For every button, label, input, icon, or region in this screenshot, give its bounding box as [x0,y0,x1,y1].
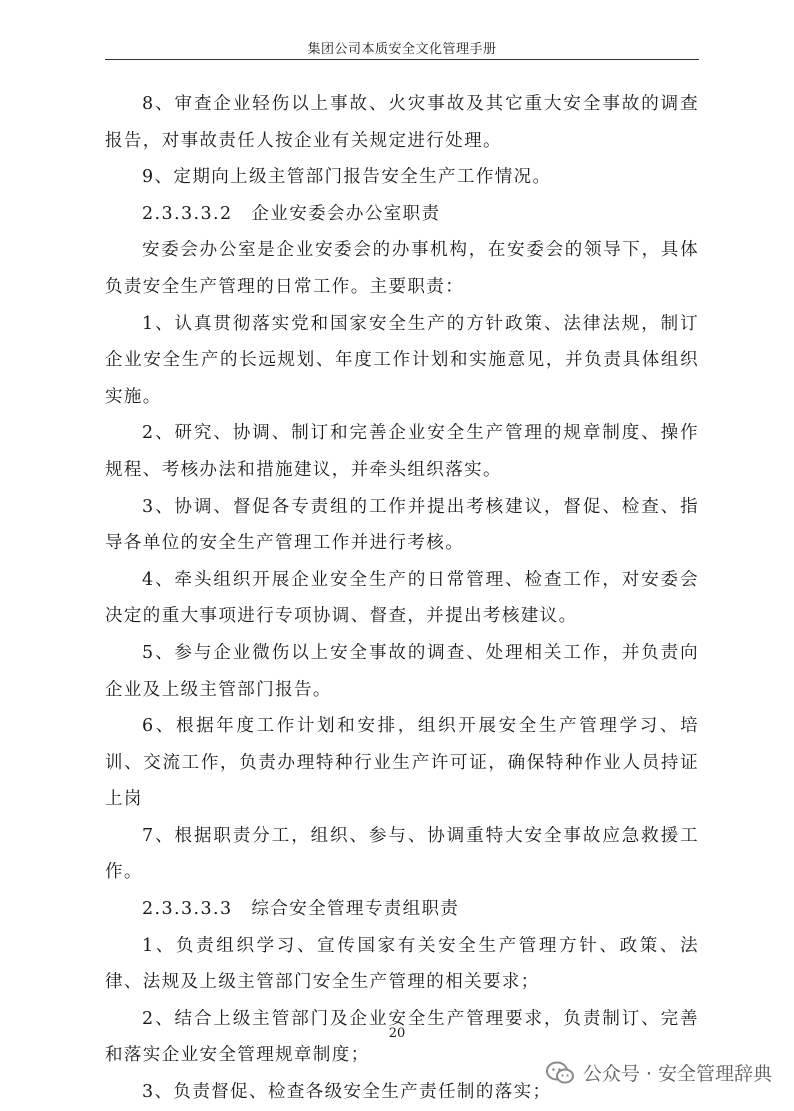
paragraph: 3、负责督促、检查各级安全生产责任制的落实； [142,1082,552,1103]
paragraph: 安委会办公室是企业安委会的办事机构，在安委会的领导下，具体负责安全生产管理的日常工作。主要职责： [105,240,699,297]
wechat-logo-icon [545,1060,575,1086]
paragraph: 4、牵头组织开展企业安全生产的日常管理、检查工作，对安委会决定的重大事项进行专项协调、督查，并提出考核建议。 [105,569,699,627]
paragraph: 1、认真贯彻落实党和国家安全生产的方针政策、法律法规，制订企业安全生产的长远规划、年度工作计划和实施意见，并负责具体组织实施。 [105,313,699,407]
paragraph: 5、参与企业微伤以上安全事故的调查、处理相关工作，并负责向企业及上级主管部门报告。 [105,642,699,700]
paragraph: 9、定期向上级主管部门报告安全生产工作情况。 [142,167,552,188]
paragraph: 8、审查企业轻伤以上事故、火灾事故及其它重大安全事故的调查报告，对事故责任人按企业有关规定进行处理。 [105,94,699,151]
section-heading: 2.3.3.3.3 综合安全管理专责组职责 [142,899,460,920]
page-header: 集团公司本质安全文化管理手册 [307,42,497,57]
paragraph: 7、根据职责分工，组织、参与、协调重特大安全事故应急救援工作。 [105,825,699,883]
paragraph: 1、负责组织学习、宣传国家有关安全生产管理方针、政策、法律、法规及上级主管部门安全生产管理的相关要求； [105,935,699,993]
paragraph: 2、研究、协调、制订和完善企业安全生产管理的规章制度、操作规程、考核办法和措施建议，并牵头组织落实。 [105,423,699,480]
paragraph: 2、结合上级主管部门及企业安全生产管理要求，负责制订、完善和落实企业安全管理规章制度； [105,1008,699,1066]
section-heading: 2.3.3.3.2 企业安委会办公室职责 [142,203,441,224]
document-body [105,86,699,1111]
paragraph: 6、根据年度工作计划和安排，组织开展安全生产管理学习、培训、交流工作，负责办理特种行业生产许可证，确保特种作业人员持证上岗 [105,716,699,810]
watermark-text: 公众号 · 安全管理辞典 [582,1063,772,1085]
watermark [545,1059,772,1086]
page-number: 20 [388,1026,406,1041]
header-divider [105,59,699,60]
paragraph: 3、协调、督促各专责组的工作并提出考核建议，督促、检查、指导各单位的安全生产管理工作并进行考核。 [105,496,699,554]
